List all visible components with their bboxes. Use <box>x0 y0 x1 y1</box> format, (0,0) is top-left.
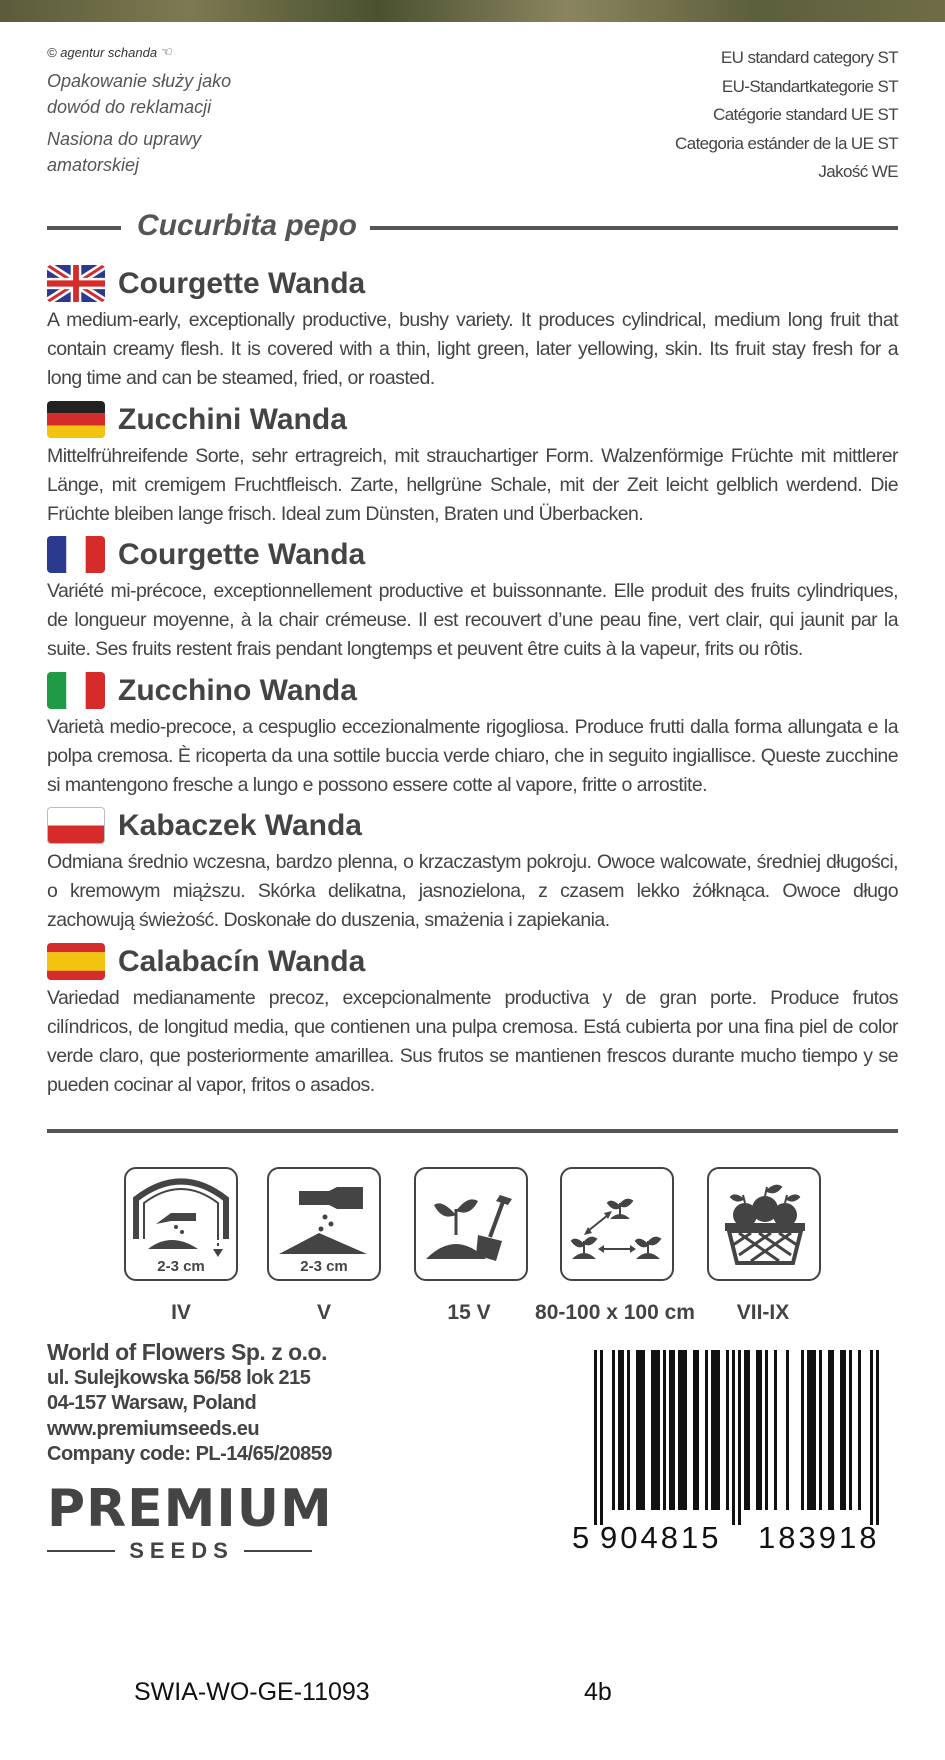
barcode-first-digit: 5 <box>572 1520 591 1555</box>
complaint-note: Opakowanie służy jako dowód do reklamacji <box>47 71 232 117</box>
title-german: Zucchini Wanda <box>118 403 347 436</box>
species-name: Cucurbita pepo <box>137 209 358 242</box>
barcode-bar <box>843 1350 846 1510</box>
page-number: 4b <box>584 1678 612 1706</box>
section-italian <box>47 669 898 800</box>
outdoor-sowing-label: V <box>316 1301 331 1324</box>
barcode-bar <box>669 1350 672 1510</box>
barcode-bar <box>657 1350 660 1510</box>
section-german <box>47 398 898 529</box>
logo-seeds: SEEDS <box>129 1538 234 1563</box>
description-english: A medium-early, exceptionally productive, bushy variety. It produces cylindrical, medium long fruit that contain creamy flesh. It is covered with a thin, light green, later yellowing, skin. Its fruit stay fresh for a long time and can be steamed, fried, or roasted. <box>47 309 898 389</box>
description-spanish: Variedad medianamente precoz, excepcionalmente productiva y de gran porte. Produce frutos cilíndricos, de longitud media, que contienen una pulpa cremosa. Está cubierta por una fina piel de color verde claro, que posteriormente amarillea. Sus frutos se mantienen frescos durante mucho tiempo y se pueden cocinar al vapor, fritos o asados. <box>47 987 898 1096</box>
barcode-bar <box>594 1350 597 1525</box>
barcode-bar <box>639 1350 642 1510</box>
planting-out-icon <box>414 1167 528 1281</box>
header-right <box>675 44 898 187</box>
barcode-bar <box>636 1350 639 1510</box>
copyright <box>47 44 447 60</box>
greenhouse-sowing-icon <box>124 1167 238 1281</box>
barcode-bar <box>618 1350 621 1510</box>
section-english <box>47 262 898 393</box>
barcode <box>572 1350 898 1555</box>
barcode-bar <box>810 1350 813 1510</box>
product-code: SWIA-WO-GE-11093 <box>134 1678 370 1706</box>
company-city: 04-157 Warsaw, Poland <box>47 1392 257 1414</box>
title-polish: Kabaczek Wanda <box>118 809 362 842</box>
barcode-bar <box>744 1350 747 1510</box>
barcode-bar <box>627 1350 630 1510</box>
barcode-bar <box>870 1350 873 1525</box>
barcode-bar <box>654 1350 657 1510</box>
company-code: Company code: PL-14/65/20859 <box>47 1443 333 1465</box>
france-flag-icon <box>47 536 105 573</box>
header-left <box>47 44 447 178</box>
description-german: Mittelfrühreifende Sorte, sehr ertragreich, mit strauchartiger Form. Walzenförmige Früchte mit mittlerer Länge, mit cremigem Fruchtfleisch. Zarte, hellgrüne Schale, mit der Zeit leicht gelblich werdend. Die Früchte bleiben lange frisch. Ideal zum Dünsten, Braten und Überbacken. <box>47 445 898 525</box>
amateur-note: Nasiona do uprawy amatorskiej <box>47 129 202 175</box>
logo-rule-right <box>244 1550 312 1552</box>
barcode-bar <box>831 1350 834 1510</box>
description-polish: Odmiana średnio wczesna, bardzo plenna, o krzaczastym pokroju. Owoce walcowate, średniej długości, o kremowym miąższu. Skórka delikatna, jasnozielona, z czasem lekko żółknąca. Owoce długo zachowują świeżość. Doskonałe do duszenia, smażenia i zapiekania. <box>47 851 898 931</box>
barcode-bar <box>849 1350 852 1510</box>
top-photo-strip <box>0 0 945 22</box>
barcode-bar <box>600 1350 603 1525</box>
barcode-bar <box>684 1350 687 1510</box>
section-french <box>47 533 898 664</box>
eu-category-de: EU-Standartkategorie ST <box>721 76 898 96</box>
germany-flag-icon <box>47 401 105 438</box>
barcode-bar <box>876 1350 879 1525</box>
greenhouse-depth: 2-3 cm <box>157 1258 205 1275</box>
barcode-bar <box>756 1350 759 1510</box>
header <box>47 44 898 184</box>
barcode-bar <box>678 1350 681 1510</box>
species-rule-left <box>47 226 121 230</box>
title-english: Courgette Wanda <box>118 267 366 300</box>
outdoor-depth: 2-3 cm <box>300 1258 348 1275</box>
description-italian: Varietà medio-precoce, a cespuglio eccezionalmente rigogliosa. Produce frutti dalla forma allungata e la polpa cremosa. È ricoperta da una sottile buccia verde chiaro, che in seguito ingiallisce. Queste zucchine si mantengono fresche a lungo e possono essere cotte al vapore, fritte o arrostite. <box>47 716 898 796</box>
spain-flag-icon <box>47 943 105 980</box>
section-divider <box>47 1129 898 1133</box>
barcode-bar <box>681 1350 684 1510</box>
barcode-bar <box>612 1350 615 1510</box>
copyright-text: © agentur schanda <box>47 44 158 60</box>
barcode-bar <box>711 1350 714 1510</box>
barcode-left-group: 904815 <box>600 1520 722 1555</box>
barcode-bar <box>747 1350 750 1510</box>
italy-flag-icon <box>47 672 105 709</box>
title-italian: Zucchino Wanda <box>118 674 357 707</box>
barcode-bar <box>759 1350 762 1510</box>
title-french: Courgette Wanda <box>118 538 366 571</box>
barcode-bars <box>572 1350 898 1525</box>
eu-category-fr: Catégorie standard UE ST <box>713 105 898 124</box>
harvest-basket-icon <box>707 1167 821 1281</box>
spacing-label: 80-100 x 100 cm <box>535 1301 695 1324</box>
company-website: www.premiumseeds.eu <box>47 1417 260 1440</box>
species-heading <box>47 206 898 246</box>
company-street: ul. Sulejkowska 56/58 lok 215 <box>47 1366 311 1389</box>
barcode-bar <box>672 1350 675 1510</box>
barcode-bar <box>732 1350 735 1525</box>
barcode-bar <box>840 1350 843 1510</box>
section-spanish <box>47 940 898 1100</box>
company-info <box>47 1340 332 1468</box>
eu-category-pl: Jakość WE <box>818 162 898 181</box>
greenhouse-sowing-label: IV <box>171 1301 191 1324</box>
barcode-bar <box>765 1350 768 1510</box>
eu-category-en: EU standard category ST <box>720 48 898 67</box>
barcode-bar <box>621 1350 624 1510</box>
species-rule-right <box>370 226 898 230</box>
harvest-label: VII-IX <box>736 1301 790 1324</box>
barcode-bar <box>786 1350 789 1510</box>
barcode-bar <box>801 1350 804 1510</box>
poland-flag-icon <box>47 807 105 844</box>
description-french: Variété mi-précoce, exceptionnellement productive et buissonnante. Elle produit des fruits cylindriques, de longueur moyenne, à la chair crémeuse. Il est recouvert d’une peau fine, vert clair, qui jaunit par la suite. Ses fruits restent frais pendant longtemps et peuvent être cuits à la vapeur, frits ou rôtis. <box>47 580 898 660</box>
pointing-hand-icon: ☜ <box>161 44 173 59</box>
barcode-bar <box>858 1350 861 1510</box>
outdoor-sowing-icon <box>267 1167 381 1281</box>
barcode-bar <box>774 1350 777 1510</box>
barcode-bar <box>693 1350 696 1510</box>
eu-category-es: Categoria estánder de la UE ST <box>675 133 898 153</box>
barcode-bar <box>807 1350 810 1510</box>
section-polish <box>47 804 898 935</box>
barcode-bar <box>738 1350 741 1525</box>
cultivation-icons <box>122 1167 826 1327</box>
barcode-bar <box>705 1350 708 1510</box>
barcode-bar <box>642 1350 645 1510</box>
logo-premium: PREMIUM <box>47 1479 333 1539</box>
barcode-bar <box>726 1350 729 1510</box>
barcode-bar <box>714 1350 717 1510</box>
barcode-bar <box>819 1350 822 1510</box>
uk-flag-icon <box>47 265 105 302</box>
barcode-right-group: 183918 <box>758 1520 880 1555</box>
spacing-icon <box>560 1167 674 1281</box>
barcode-bar <box>717 1350 720 1510</box>
barcode-bar <box>651 1350 654 1510</box>
barcode-bar <box>663 1350 666 1510</box>
planting-out-label: 15 V <box>447 1301 491 1324</box>
logo-rule-left <box>47 1550 115 1552</box>
company-name: World of Flowers Sp. z o.o. <box>47 1339 327 1365</box>
barcode-bar <box>696 1350 699 1510</box>
title-spanish: Calabacín Wanda <box>118 945 366 978</box>
premium-seeds-logo <box>47 1479 333 1563</box>
barcode-bar <box>813 1350 816 1510</box>
barcode-bar <box>828 1350 831 1510</box>
